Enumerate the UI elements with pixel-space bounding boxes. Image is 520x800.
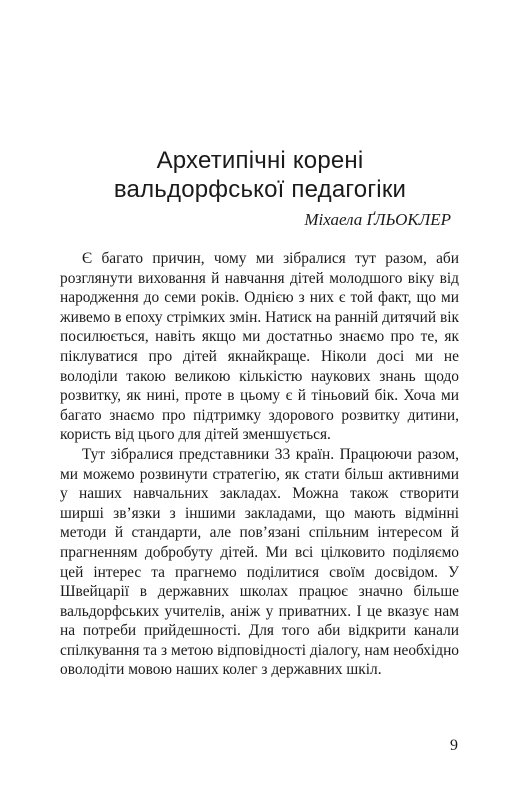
paragraph-1: Є багато причин, чому ми зібралися тут разом, аби розглянути виховання й навчання дітей молодшого віку від народження до семи років. Однією з них є той факт, що ми живемо в епоху стрімких змін. Натиск на ранній дитячий вік посилюється, навіть якщо ми достатньо знаємо про те, як піклуватися про дітей якнайкраще. Ніколи досі ми не володіли такою великою кількістю наукових знань щодо розвитку, як нині, проте в цьому є й тіньовий бік. Хоча ми багато знаємо про підтримку здорового розвитку дитини, користь від цього для дітей зменшується. bbox=[60, 250, 459, 444]
body-text bbox=[60, 249, 459, 680]
chapter-title-line-2: вальдорфської педагогіки bbox=[113, 176, 407, 203]
chapter-title-line-1: Архетипічні корені bbox=[156, 147, 364, 174]
author-name: Міхаела ҐЛЬОКЛЕР bbox=[304, 210, 451, 229]
chapter-title bbox=[40, 146, 480, 204]
page-number: 9 bbox=[450, 737, 458, 754]
paragraph-2: Тут зібралися представники 33 країн. Працюючи разом, ми можемо розвинути стратегію, як стати більш активними у наших навчальних закладах. Можна також створити ширші зв’язки з іншими закладами, що мають відмінні методи й стандарти, але пов’язані спільним інтересом й прагненням добробуту дітей. Ми всі цілковито поділяємо цей інтерес та прагнемо поділитися своїм досвідом. У Швейцарії в державних школах працює значно більше вальдорфських учителів, аніж у приватних. І це вказує нам на потреби прийдешності. Для того аби відкрити канали спілкування та з метою відповідності діалогу, нам необхідно оволодіти мовою наших колег з державних шкіл. bbox=[60, 445, 459, 679]
